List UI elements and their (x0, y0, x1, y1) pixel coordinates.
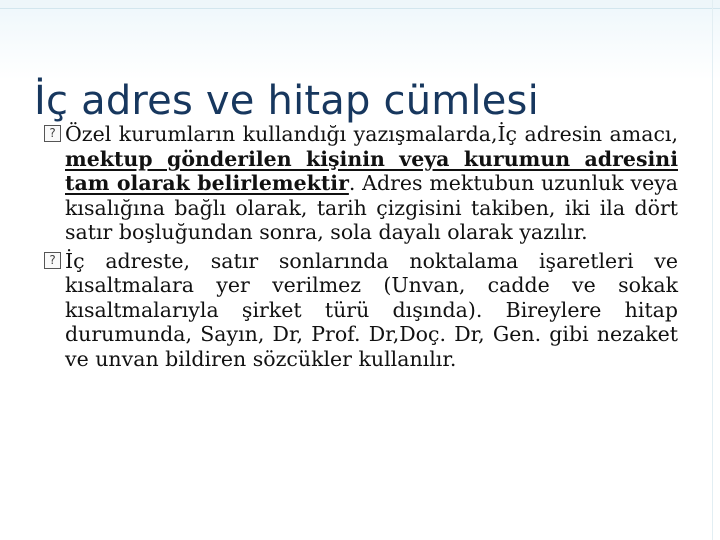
right-rule (712, 0, 713, 540)
paragraph-intro: Özel kurumların kullandığı yazışmalarda,İç adresin amacı, (65, 122, 678, 146)
paragraph-inner-address-purpose (44, 122, 678, 245)
paragraph-emphasis: mektup gönderilen kişinin veya kurumun adresini tam olarak belirlemektir (65, 146, 678, 195)
paragraph-rest: . Adres mektubun uzunluk veya kısalığına bağlı olarak, tarih çizgisini takiben, iki ila dört satır boşluğundan sonra, sola dayalı olarak yazılır. (65, 171, 678, 244)
top-border (0, 0, 720, 9)
slide-body (44, 122, 678, 375)
paragraph-inner-address-rules (44, 249, 678, 372)
bullet-placeholder-icon: ? (44, 252, 61, 269)
slide-title: İç adres ve hitap cümlesi (34, 78, 539, 124)
paragraph-text: İç adreste, satır sonlarında noktalama işaretleri ve kısaltmalara yer verilmez (Unvan, cadde ve sokak kısaltmalarıyla şirket türü dışında). Bireylere hitap durumunda, Sayın, Dr, Prof. Dr,Doç. Dr, Gen. gibi nezaket ve unvan bildiren sözcükler kullanılır. (65, 248, 678, 371)
bullet-placeholder-icon: ? (44, 125, 61, 142)
